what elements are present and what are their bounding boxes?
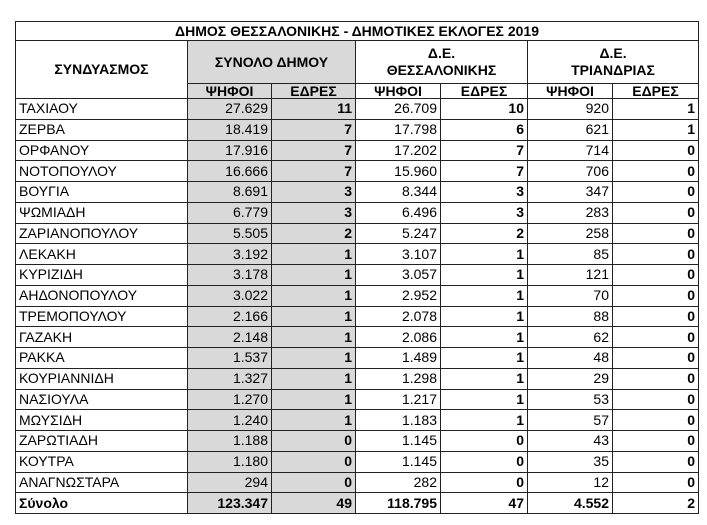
table-row (16, 119, 699, 140)
thess-votes: 17.202 (356, 140, 441, 161)
triandria-seats: 0 (613, 244, 699, 265)
triandria-seats: 0 (613, 202, 699, 223)
table-row (16, 285, 699, 306)
total-seats: 3 (272, 202, 356, 223)
thess-seats: 1 (441, 244, 528, 265)
triandria-seats: 0 (613, 306, 699, 327)
triandria-votes: 621 (528, 119, 613, 140)
table-row (16, 182, 699, 203)
coalition-name: ΛΕΚΑΚΗ (16, 244, 188, 265)
table-row (16, 431, 699, 452)
table-row (16, 327, 699, 348)
coalition-name: ΜΩΥΣΙΔΗ (16, 410, 188, 431)
table-row (16, 389, 699, 410)
triandria-votes: 920 (528, 99, 613, 120)
thess-seats: 7 (441, 140, 528, 161)
triandria-votes: 53 (528, 389, 613, 410)
triandria-seats: 0 (613, 285, 699, 306)
triandria-seats: 0 (613, 451, 699, 472)
coalition-name: ΝΟΤΟΠΟΥΛΟΥ (16, 161, 188, 182)
total-seats: 7 (272, 119, 356, 140)
thess-votes: 6.496 (356, 202, 441, 223)
thess-seats: 0 (441, 431, 528, 452)
total-seats: 49 (272, 493, 356, 514)
header-de-name: ΤΡΙΑΝΔΡΙΑΣ (571, 62, 655, 78)
total-votes: 1.270 (188, 389, 272, 410)
coalition-name: ΑΝΑΓΝΩΣΤΑΡΑ (16, 472, 188, 493)
total-seats: 1 (272, 389, 356, 410)
total-votes: 3.022 (188, 285, 272, 306)
thess-votes: 1.145 (356, 451, 441, 472)
table-row (16, 244, 699, 265)
total-votes: 294 (188, 472, 272, 493)
triandria-seats: 0 (613, 410, 699, 431)
coalition-name: ΖΕΡΒΑ (16, 119, 188, 140)
triandria-seats: 1 (613, 119, 699, 140)
total-votes: 2.166 (188, 306, 272, 327)
thess-votes: 2.952 (356, 285, 441, 306)
coalition-name: ΑΗΔΟΝΟΠΟΥΛΟΥ (16, 285, 188, 306)
total-seats: 3 (272, 182, 356, 203)
triandria-votes: 35 (528, 451, 613, 472)
total-votes: 1.180 (188, 451, 272, 472)
triandria-votes: 57 (528, 410, 613, 431)
header-votes: ΨΗΦΟΙ (528, 84, 613, 99)
coalition-name: ΚΟΥΤΡΑ (16, 451, 188, 472)
triandria-votes: 283 (528, 202, 613, 223)
total-seats: 1 (272, 327, 356, 348)
thess-votes: 2.086 (356, 327, 441, 348)
total-seats: 1 (272, 368, 356, 389)
election-results-table (15, 21, 699, 514)
thess-seats: 2 (441, 223, 528, 244)
triandria-votes: 347 (528, 182, 613, 203)
coalition-name: ΚΟΥΡΙΑΝΝΙΔΗ (16, 368, 188, 389)
total-votes: 27.629 (188, 99, 272, 120)
total-seats: 1 (272, 244, 356, 265)
thess-seats: 1 (441, 265, 528, 286)
thess-seats: 0 (441, 451, 528, 472)
triandria-votes: 29 (528, 368, 613, 389)
total-seats: 0 (272, 431, 356, 452)
total-seats: 7 (272, 140, 356, 161)
thess-votes: 1.298 (356, 368, 441, 389)
total-votes: 17.916 (188, 140, 272, 161)
thess-seats: 0 (441, 472, 528, 493)
thess-seats: 3 (441, 202, 528, 223)
thess-votes: 8.344 (356, 182, 441, 203)
coalition-name: ΡΑΚΚΑ (16, 348, 188, 369)
header-de-triandria (528, 41, 699, 84)
total-votes: 1.537 (188, 348, 272, 369)
table-row (16, 99, 699, 120)
total-votes: 8.691 (188, 182, 272, 203)
total-seats: 2 (272, 223, 356, 244)
triandria-votes: 258 (528, 223, 613, 244)
total-votes: 1.327 (188, 368, 272, 389)
coalition-name: ΟΡΦΑΝΟΥ (16, 140, 188, 161)
total-seats: 1 (272, 265, 356, 286)
coalition-name: ΖΑΡΙΑΝΟΠΟΥΛΟΥ (16, 223, 188, 244)
table-row (16, 410, 699, 431)
coalition-name: ΒΟΥΓΙΑ (16, 182, 188, 203)
total-row (16, 493, 699, 514)
total-seats: 1 (272, 348, 356, 369)
thess-votes: 1.217 (356, 389, 441, 410)
triandria-votes: 88 (528, 306, 613, 327)
thess-votes: 5.247 (356, 223, 441, 244)
coalition-name: ΖΑΡΩΤΙΑΔΗ (16, 431, 188, 452)
table-row (16, 348, 699, 369)
table-row (16, 265, 699, 286)
thess-votes: 1.183 (356, 410, 441, 431)
thess-seats: 10 (441, 99, 528, 120)
table-row (16, 368, 699, 389)
triandria-seats: 0 (613, 140, 699, 161)
header-seats: ΕΔΡΕΣ (272, 84, 356, 99)
triandria-votes: 12 (528, 472, 613, 493)
total-votes: 2.148 (188, 327, 272, 348)
total-seats: 11 (272, 99, 356, 120)
total-seats: 1 (272, 306, 356, 327)
total-votes: 123.347 (188, 493, 272, 514)
triandria-seats: 0 (613, 161, 699, 182)
table-row (16, 140, 699, 161)
table-row (16, 306, 699, 327)
thess-seats: 1 (441, 389, 528, 410)
total-seats: 1 (272, 285, 356, 306)
thess-seats: 7 (441, 161, 528, 182)
total-votes: 18.419 (188, 119, 272, 140)
table-row (16, 223, 699, 244)
table-title: ΔΗΜΟΣ ΘΕΣΣΑΛΟΝΙΚΗΣ - ΔΗΜΟΤΙΚΕΣ ΕΚΛΟΓΕΣ 2019 (16, 22, 699, 41)
thess-seats: 1 (441, 306, 528, 327)
triandria-seats: 0 (613, 348, 699, 369)
thess-seats: 1 (441, 368, 528, 389)
thess-votes: 3.057 (356, 265, 441, 286)
total-votes: 6.779 (188, 202, 272, 223)
thess-seats: 1 (441, 327, 528, 348)
triandria-votes: 85 (528, 244, 613, 265)
thess-votes: 3.107 (356, 244, 441, 265)
table-row (16, 451, 699, 472)
total-votes: 5.505 (188, 223, 272, 244)
total-votes: 16.666 (188, 161, 272, 182)
header-seats: ΕΔΡΕΣ (441, 84, 528, 99)
triandria-votes: 48 (528, 348, 613, 369)
thess-seats: 3 (441, 182, 528, 203)
total-votes: 3.192 (188, 244, 272, 265)
thess-votes: 26.709 (356, 99, 441, 120)
triandria-seats: 0 (613, 389, 699, 410)
total-votes: 1.188 (188, 431, 272, 452)
thess-seats: 47 (441, 493, 528, 514)
thess-votes: 17.798 (356, 119, 441, 140)
triandria-seats: 0 (613, 223, 699, 244)
triandria-votes: 70 (528, 285, 613, 306)
coalition-name: ΚΥΡΙΖΙΔΗ (16, 265, 188, 286)
triandria-seats: 2 (613, 493, 699, 514)
header-total-municipality: ΣΥΝΟΛΟ ΔΗΜΟΥ (188, 41, 356, 84)
coalition-name: ΤΡΕΜΟΠΟΥΛΟΥ (16, 306, 188, 327)
thess-votes: 15.960 (356, 161, 441, 182)
triandria-votes: 121 (528, 265, 613, 286)
header-de-label: Δ.Ε. (599, 45, 627, 61)
triandria-seats: 0 (613, 472, 699, 493)
thess-votes: 2.078 (356, 306, 441, 327)
header-de-label: Δ.Ε. (427, 45, 456, 61)
thess-votes: 1.145 (356, 431, 441, 452)
total-votes: 3.178 (188, 265, 272, 286)
triandria-seats: 0 (613, 431, 699, 452)
total-seats: 7 (272, 161, 356, 182)
header-de-thessaloniki (356, 41, 528, 84)
table-row (16, 472, 699, 493)
triandria-votes: 706 (528, 161, 613, 182)
total-seats: 0 (272, 451, 356, 472)
header-votes: ΨΗΦΟΙ (356, 84, 441, 99)
coalition-name: ΓΑΖΑΚΗ (16, 327, 188, 348)
table-row (16, 202, 699, 223)
triandria-seats: 1 (613, 99, 699, 120)
header-coalition: ΣΥΝΔΥΑΣΜΟΣ (16, 41, 188, 99)
coalition-name: Σύνολο (16, 493, 188, 514)
header-votes: ΨΗΦΟΙ (188, 84, 272, 99)
thess-seats: 1 (441, 348, 528, 369)
triandria-votes: 4.552 (528, 493, 613, 514)
triandria-seats: 0 (613, 182, 699, 203)
triandria-votes: 62 (528, 327, 613, 348)
thess-votes: 282 (356, 472, 441, 493)
thess-votes: 118.795 (356, 493, 441, 514)
coalition-name: ΨΩΜΙΑΔΗ (16, 202, 188, 223)
thess-seats: 1 (441, 285, 528, 306)
triandria-seats: 0 (613, 265, 699, 286)
coalition-name: ΤΑΧΙΑΟΥ (16, 99, 188, 120)
table-row (16, 161, 699, 182)
triandria-seats: 0 (613, 327, 699, 348)
triandria-votes: 43 (528, 431, 613, 452)
total-votes: 1.240 (188, 410, 272, 431)
triandria-votes: 714 (528, 140, 613, 161)
header-de-name: ΘΕΣΣΑΛΟΝΙΚΗΣ (386, 62, 497, 78)
header-seats: ΕΔΡΕΣ (613, 84, 699, 99)
thess-seats: 6 (441, 119, 528, 140)
coalition-name: ΝΑΣΙΟΥΛΑ (16, 389, 188, 410)
total-seats: 0 (272, 472, 356, 493)
total-seats: 1 (272, 410, 356, 431)
thess-votes: 1.489 (356, 348, 441, 369)
triandria-seats: 0 (613, 368, 699, 389)
thess-seats: 1 (441, 410, 528, 431)
